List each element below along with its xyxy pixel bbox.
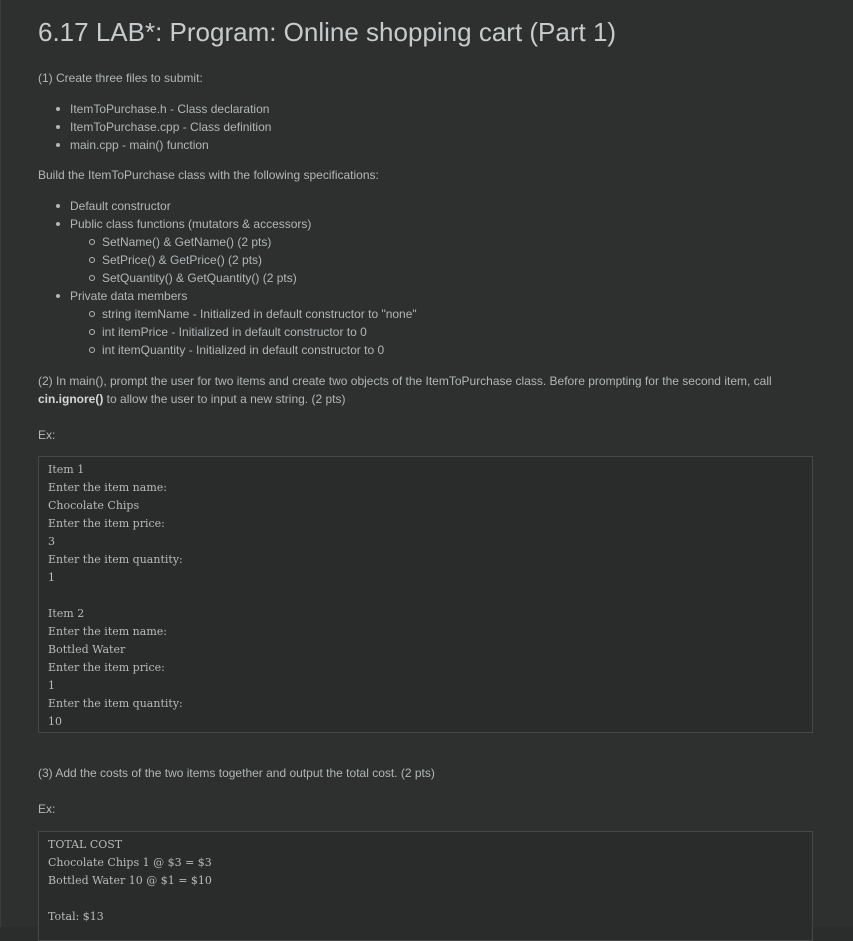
code-line: 10 bbox=[48, 715, 62, 728]
part2-text-after: to allow the user to input a new string. (2 pts) bbox=[103, 392, 346, 406]
code-line: Total: $13 bbox=[48, 910, 104, 923]
code-line: Enter the item price: bbox=[48, 517, 165, 530]
part1-intro: (1) Create three files to submit: bbox=[38, 71, 203, 85]
list-item: int itemQuantity - Initialized in default constructor to 0 bbox=[70, 341, 417, 359]
code-line: Enter the item name: bbox=[48, 625, 167, 638]
part2-text bbox=[38, 372, 814, 408]
cin-ignore-bold: cin.ignore() bbox=[38, 392, 104, 406]
list-item: int itemPrice - Initialized in default constructor to 0 bbox=[70, 323, 417, 341]
code-line bbox=[48, 587, 803, 605]
code-line: 3 bbox=[48, 535, 55, 548]
public-functions-list bbox=[70, 233, 417, 287]
code-line: Enter the item quantity: bbox=[48, 553, 183, 566]
private-label: Private data members bbox=[70, 289, 188, 303]
code-line: Item 1 bbox=[48, 463, 85, 476]
list-item: SetQuantity() & GetQuantity() (2 pts) bbox=[70, 269, 417, 287]
code-line: Chocolate Chips 1 @ $3 = $3 bbox=[48, 856, 212, 869]
part2-example-box bbox=[38, 456, 813, 733]
code-line bbox=[48, 890, 803, 908]
list-item: SetPrice() & GetPrice() (2 pts) bbox=[70, 251, 417, 269]
list-item: ItemToPurchase.cpp - Class definition bbox=[38, 118, 271, 136]
code-line: Bottled Water bbox=[48, 643, 126, 656]
code-line: Chocolate Chips bbox=[48, 499, 140, 512]
part3-ex-label: Ex: bbox=[38, 802, 56, 816]
page-title: 6.17 LAB*: Program: Online shopping cart (Part 1) bbox=[38, 17, 617, 47]
code-line: 1 bbox=[48, 679, 55, 692]
list-item: ItemToPurchase.h - Class declaration bbox=[38, 100, 271, 118]
code-line: 1 bbox=[48, 571, 55, 584]
list-item: Default constructor bbox=[38, 197, 417, 215]
part2-text-before: (2) In main(), prompt the user for two items and create two objects of the ItemToPurchase class. Before prompting for the second item, call bbox=[38, 374, 772, 388]
private-members-list bbox=[70, 305, 417, 359]
code-line: TOTAL COST bbox=[48, 838, 123, 851]
files-list bbox=[38, 100, 271, 154]
list-item bbox=[38, 287, 417, 359]
build-intro: Build the ItemToPurchase class with the following specifications: bbox=[38, 168, 379, 182]
code-line: Enter the item quantity: bbox=[48, 697, 183, 710]
part2-ex-label: Ex: bbox=[38, 428, 56, 442]
part3-example-box bbox=[38, 831, 813, 941]
part3-text: (3) Add the costs of the two items together and output the total cost. (2 pts) bbox=[38, 766, 435, 780]
list-item: main.cpp - main() function bbox=[38, 136, 271, 154]
list-item bbox=[38, 215, 417, 287]
code-line: Item 2 bbox=[48, 607, 85, 620]
code-line: Bottled Water 10 @ $1 = $10 bbox=[48, 874, 212, 887]
list-item: SetName() & GetName() (2 pts) bbox=[70, 233, 417, 251]
code-line: Enter the item name: bbox=[48, 481, 167, 494]
list-item: string itemName - Initialized in default constructor to "none" bbox=[70, 305, 417, 323]
code-line: Enter the item price: bbox=[48, 661, 165, 674]
public-label: Public class functions (mutators & accessors) bbox=[70, 217, 312, 231]
specs-list bbox=[38, 197, 417, 359]
